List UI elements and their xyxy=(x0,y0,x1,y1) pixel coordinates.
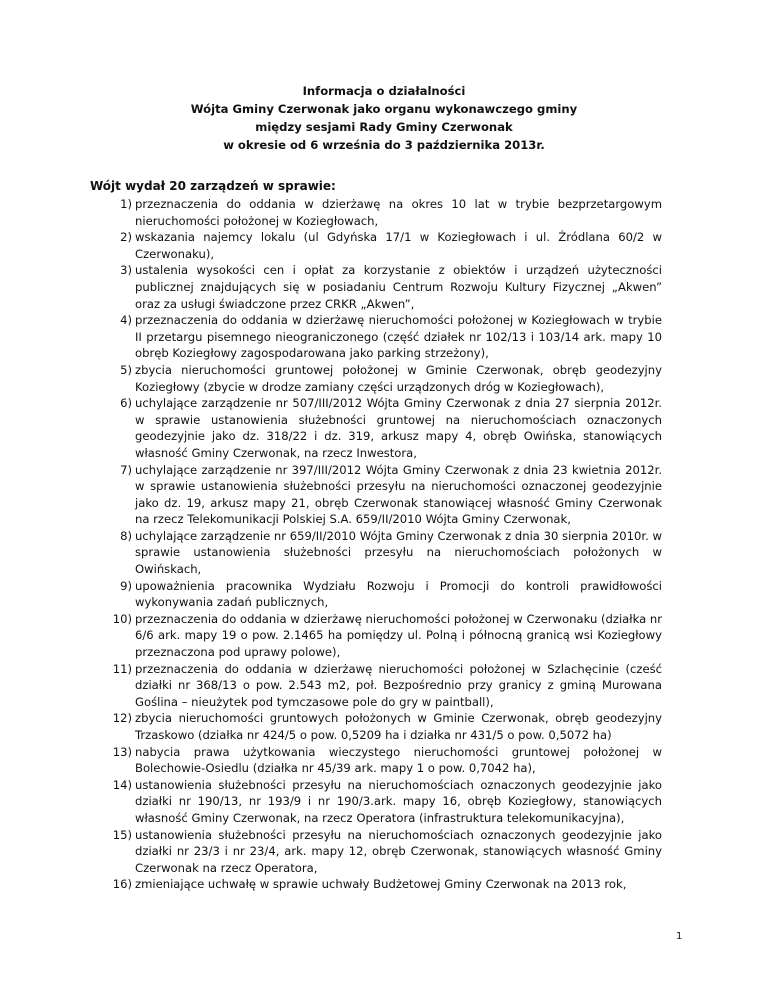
list-item-text: przeznaczenia do oddania w dzierżawę na okres 10 lat w trybie bezprzetargowym nieruchomości położonej w Koziegłowach, xyxy=(135,197,662,228)
list-item-number: 1) xyxy=(120,197,132,211)
list-item-number: 7) xyxy=(120,462,132,477)
list-item xyxy=(90,777,662,827)
list-item xyxy=(90,578,662,611)
ordinance-list xyxy=(90,196,662,893)
list-item-text: ustanowienia służebności przesyłu na nieruchomościach oznaczonych geodezyjnie jako działki nr 190/13, nr 193/9 i nr 190/3.ark. mapy 16, obręb Koziegłowy, stanowiących własność Gminy Czerwonak, na rzecz Operatora (infrastruktura telekomunikacyjna), xyxy=(135,777,662,825)
list-item xyxy=(90,262,662,312)
list-item-number: 8) xyxy=(120,528,132,543)
list-item-text: zmieniające uchwałę w sprawie uchwały Budżetowej Gminy Czerwonak na 2013 rok, xyxy=(135,877,627,892)
list-item-number: 2) xyxy=(120,230,132,245)
list-item-number: 9) xyxy=(120,578,132,593)
list-item xyxy=(90,661,662,711)
list-item xyxy=(90,827,662,877)
list-item-text: przeznaczenia do oddania w dzierżawę nieruchomości położonej w Szlachęcinie (cześć działki nr 368/13 o pow. 2.543 m2, poł. Bezpośrednio przy granicy z gminą Murowana Goślina – nieużytek pod tymczasowe pole do gry w paintball), xyxy=(135,661,662,709)
list-item-number: 15) xyxy=(112,827,132,842)
list-item-text: uchylające zarządzenie nr 507/III/2012 Wójta Gminy Czerwonak z dnia 27 sierpnia 2012r. w sprawie ustanowienia służebności gruntowej na nieruchomościach oznaczonych geodezyjnie jako dz. 318/22 i dz. 319, arkusz mapy 4, obręb Owińska, stanowiących własność Gminy Czerwonak, na rzecz Inwestora, xyxy=(135,396,662,460)
document-header xyxy=(60,82,708,154)
list-item-text: zbycia nieruchomości gruntowej położonej w Gminie Czerwonak, obręb geodezyjny Koziegłowy (zbycie w drodze zamiany części urządzonych dróg w Koziegłowach), xyxy=(135,362,662,394)
list-item-text: przeznaczenia do oddania w dzierżawę nieruchomości położonej w Czerwonaku (działka nr 6/6 ark. mapy 19 o pow. 2.1465 ha pomiędzy ul. Polną i północną granicą wsi Koziegłowy przeznaczona pod uprawy polowe), xyxy=(135,611,662,660)
list-item xyxy=(90,462,662,528)
list-item-number: 3) xyxy=(120,263,132,278)
header-line-2: Wójta Gminy Czerwonak jako organu wykonawczego gminy xyxy=(190,102,578,116)
list-item-number: 6) xyxy=(120,396,132,411)
list-item xyxy=(90,710,662,743)
list-item xyxy=(90,395,662,461)
list-item xyxy=(90,362,662,395)
list-item xyxy=(90,528,662,578)
list-item-text: uchylające zarządzenie nr 397/III/2012 Wójta Gminy Czerwonak z dnia 23 kwietnia 2012r. w sprawie ustanowienia służebności przesyłu na nieruchomości oznaczonej geodezyjnie jako dz. 19, arkusz mapy 21, obręb Czerwonak stanowiącej własność Gminy Czerwonak na rzecz Telekomunikacji Polskiej S.A. 659/II/2010 Wójta Gminy Czerwonak, xyxy=(135,462,662,527)
list-item xyxy=(90,611,662,661)
list-item-number: 16) xyxy=(112,877,132,892)
list-item-text: ustanowienia służebności przesyłu na nieruchomościach oznaczonych geodezyjnie jako działki nr 23/3 i nr 23/4, ark. mapy 12, obręb Czerwonak, stanowiących własność Gminy Czerwonak na rzecz Operatora, xyxy=(135,827,662,875)
list-item-number: 12) xyxy=(112,711,132,726)
list-item-number: 10) xyxy=(112,611,132,626)
list-item xyxy=(90,312,662,362)
header-line-3: między sesjami Rady Gminy Czerwonak xyxy=(255,120,513,134)
list-item-text: uchylające zarządzenie nr 659/II/2010 Wójta Gminy Czerwonak z dnia 30 sierpnia 2010r. w sprawie ustanowienia służebności przesyłu na nieruchomościach położonych w Owińskach, xyxy=(135,528,662,577)
list-item-text: zbycia nieruchomości gruntowych położonych w Gminie Czerwonak, obręb geodezyjny Trzaskowo (działka nr 424/5 o pow. 0,5209 ha i działka nr 431/5 o pow. 0,5072 ha) xyxy=(135,711,662,742)
list-item-text: wskazania najemcy lokalu (ul Gdyńska 17/1 w Koziegłowach i ul. Źródlana 60/2 w Czerwonaku), xyxy=(135,230,662,261)
list-item-text: ustalenia wysokości cen i opłat za korzystanie z obiektów i urządzeń użyteczności publicznej znajdujących się w posiadaniu Centrum Rozwoju Kultury Fizycznej „Akwen” oraz za usługi świadczone przez CRKR „Akwen”, xyxy=(135,263,662,311)
list-item-text: przeznaczenia do oddania w dzierżawę nieruchomości położonej w Koziegłowach w trybie II przetargu pisemnego nieograniczonego (część działek nr 102/13 i 103/14 ark. mapy 10 obręb Koziegłowy zagospodarowana jako parking strzeżony), xyxy=(135,313,662,361)
list-item xyxy=(90,744,662,777)
list-item-number: 11) xyxy=(112,661,132,676)
list-item-number: 14) xyxy=(112,777,132,792)
header-line-4: w okresie od 6 września do 3 października 2013r. xyxy=(223,138,545,152)
list-item-number: 13) xyxy=(112,744,132,759)
list-item xyxy=(90,196,662,229)
list-item xyxy=(90,876,662,893)
header-line-1: Informacja o działalności xyxy=(302,84,466,98)
list-item xyxy=(90,229,662,262)
list-item-number: 4) xyxy=(120,313,132,328)
list-item-text: nabycia prawa użytkowania wieczystego nieruchomości gruntowej położonej w Bolechowie-Osiedlu (działka nr 45/39 ark. mapy 1 o pow. 0,7042 ha), xyxy=(135,744,662,776)
list-item-text: upoważnienia pracownika Wydziału Rozwoju i Promocji do kontroli prawidłowości wykonywania zadań publicznych, xyxy=(135,578,662,610)
page-number: 1 xyxy=(676,931,683,942)
list-item-number: 5) xyxy=(120,362,132,377)
intro-heading: Wójt wydał 20 zarządzeń w sprawie: xyxy=(90,179,336,193)
